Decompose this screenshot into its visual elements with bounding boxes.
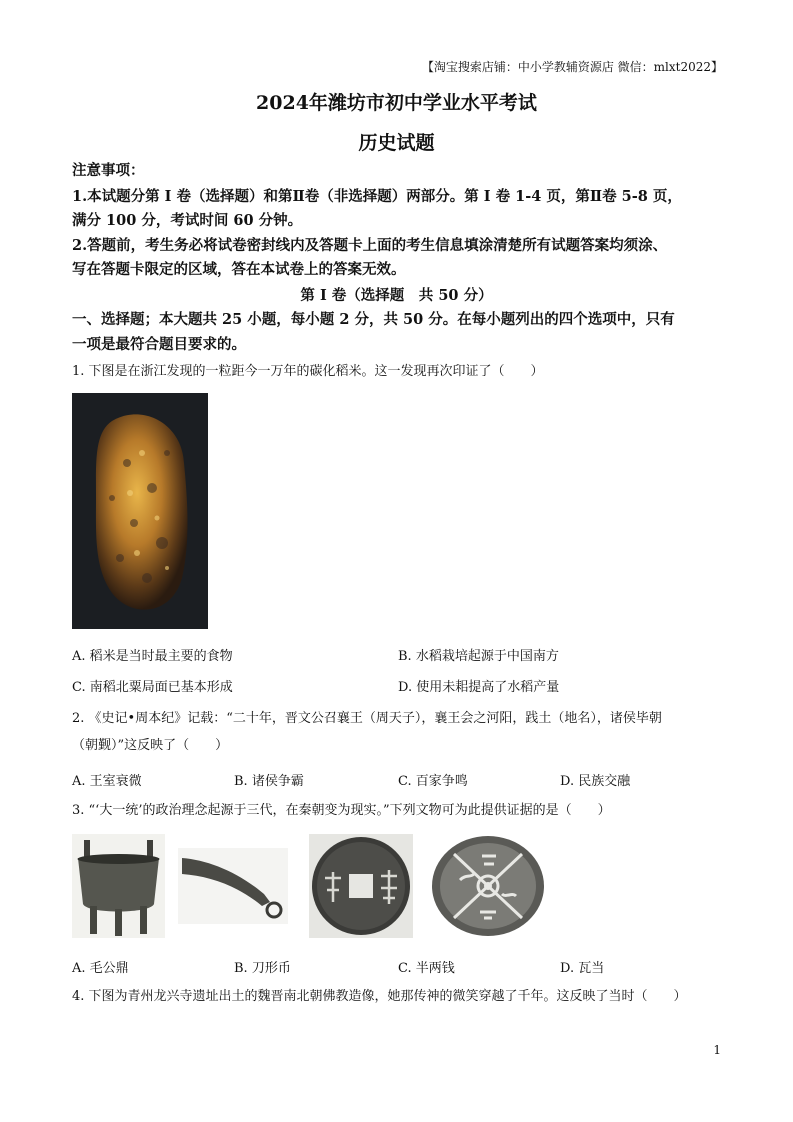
question-2-option-d: D. 民族交融 — [560, 774, 631, 789]
question-1-option-a: A. 稻米是当时最主要的食物 — [72, 649, 233, 664]
question-3-stem: 3. “‘大一统’的政治理念起源于三代，在秦朝变为现实。”下列文物可为此提供证据的是（ ） — [72, 803, 611, 818]
carbonized-rice-photo — [72, 393, 208, 629]
question-2-option-a: A. 王室衰微 — [72, 774, 142, 789]
notice-item-1-line-2: 满分 100 分，考试时间 60 分钟。 — [72, 212, 303, 229]
header-note: 【淘宝搜索店铺：中小学教辅资源店 微信：mlxt2022】 — [421, 60, 723, 74]
section-intro-line-1: 一、选择题；本大题共 25 小题，每小题 2 分，共 50 分。在每小题列出的四个选项中，只有 — [72, 311, 675, 328]
question-3-option-c: C. 半两钱 — [398, 961, 455, 976]
banliang-coin-photo — [309, 834, 413, 938]
question-2-stem-line-1: 2. 《史记•周本纪》记载：“二十年，晋文公召襄王（周天子），襄王会之河阳，践土（地名），诸侯毕朝 — [72, 711, 662, 726]
question-1-option-d: D. 使用未耜提高了水稻产量 — [398, 680, 560, 695]
maogong-ding-photo — [72, 834, 165, 938]
question-2-option-b: B. 诸侯争霸 — [234, 774, 304, 789]
question-4-stem: 4. 下图为青州龙兴寺遗址出土的魏晋南北朝佛教造像，她那传神的微笑穿越了千年。这反映了当时（ ） — [72, 989, 687, 1004]
question-3-option-d: D. 瓦当 — [560, 961, 605, 976]
question-3-option-a: A. 毛公鼎 — [72, 961, 129, 976]
exam-subtitle: 历史试题 — [358, 132, 435, 154]
knife-coin-photo — [178, 848, 288, 924]
notice-heading: 注意事项： — [72, 162, 145, 179]
question-2-option-c: C. 百家争鸣 — [398, 774, 468, 789]
notice-item-1-line-1: 1.本试题分第 I 卷（选择题）和第Ⅱ卷（非选择题）两部分。第 I 卷 1-4 页，第Ⅱ卷 5-8 页， — [72, 188, 682, 205]
question-1-option-b: B. 水稻栽培起源于中国南方 — [398, 649, 559, 664]
exam-title: 2024年潍坊市初中学业水平考试 — [256, 92, 537, 114]
question-2-stem-line-2: （朝觐）”这反映了（ ） — [72, 738, 229, 753]
section-intro-line-2: 一项是最符合题目要求的。 — [72, 336, 246, 353]
question-1-option-c: C. 南稻北粟局面已基本形成 — [72, 680, 233, 695]
notice-item-2-line-2: 写在答题卡限定的区域，答在本试卷上的答案无效。 — [72, 261, 406, 278]
roof-tile-end-photo — [430, 834, 546, 938]
page-number: 1 — [713, 1043, 721, 1057]
section-title: 第 I 卷（选择题 共 50 分） — [300, 287, 493, 304]
question-3-option-b: B. 刀形币 — [234, 961, 291, 976]
notice-item-2-line-1: 2.答题前，考生务必将试卷密封线内及答题卡上面的考生信息填涂清楚所有试题答案均须涂、 — [72, 237, 668, 254]
question-1-stem: 1. 下图是在浙江发现的一粒距今一万年的碳化稻米。这一发现再次印证了（ ） — [72, 364, 544, 379]
